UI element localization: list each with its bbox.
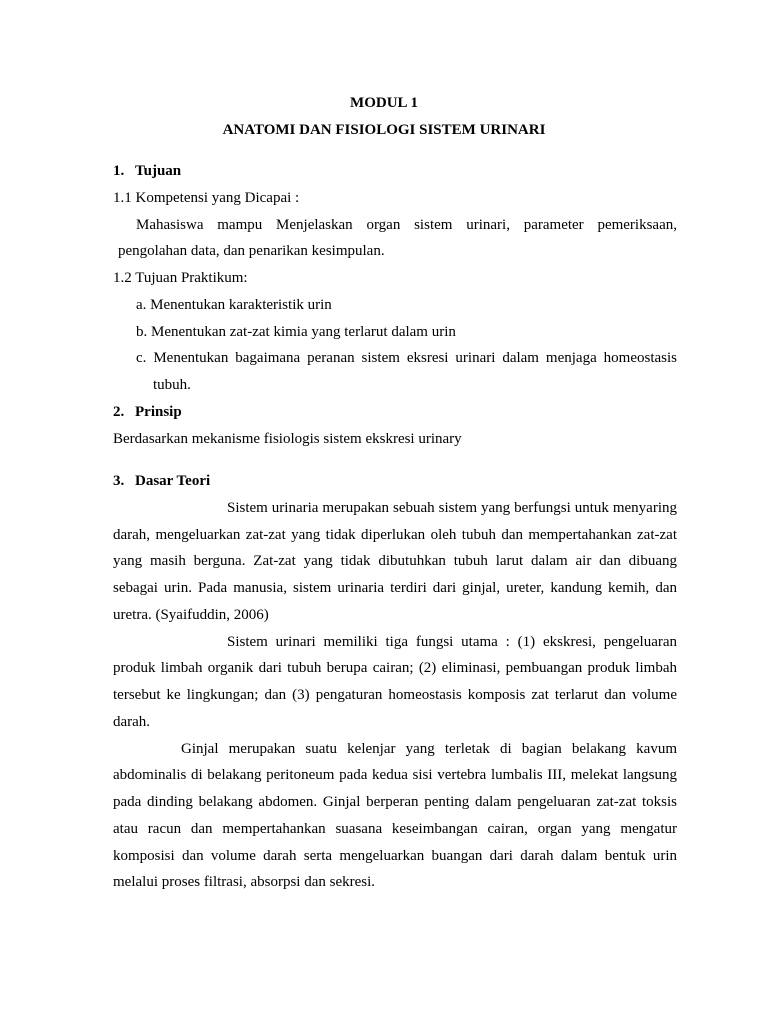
paragraph-line: komposisi dan volume darah serta mengeluarkan buangan dari darah dalam bentuk urin bbox=[113, 848, 677, 864]
paragraph-line: tersebut ke lingkungan; dan (3) pengaturan homeostasis komposis zat terlarut dan volume bbox=[113, 687, 677, 703]
paragraph-line: darah, mengeluarkan zat-zat yang tidak diperlukan oleh tubuh dan mempertahankan zat-zat bbox=[113, 527, 677, 543]
subsection-1-1: 1.1 Kompetensi yang Dicapai : bbox=[113, 190, 300, 206]
module-title: MODUL 1 bbox=[350, 95, 418, 111]
section-1-heading bbox=[113, 161, 181, 181]
section-number: 2. bbox=[113, 404, 125, 420]
list-item-a: a. Menentukan karakteristik urin bbox=[136, 297, 332, 313]
paragraph-line: darah. bbox=[113, 714, 151, 730]
paragraph-line: pada dinding belakang abdomen. Ginjal berperan penting dalam pengeluaran zat-zat toksis bbox=[113, 794, 677, 810]
list-item-c-continuation: tubuh. bbox=[153, 377, 191, 393]
section-2-heading bbox=[113, 402, 182, 422]
paragraph-line: melalui proses filtrasi, absorpsi dan sekresi. bbox=[113, 874, 376, 890]
competency-text-line: Mahasiswa mampu Menjelaskan organ sistem urinari, parameter pemeriksaan, bbox=[136, 217, 677, 233]
section-3-heading bbox=[113, 471, 210, 491]
list-item-b: b. Menentukan zat-zat kimia yang terlarut dalam urin bbox=[136, 324, 456, 340]
section-number: 1. bbox=[113, 163, 125, 179]
paragraph-line: Sistem urinaria merupakan sebuah sistem yang berfungsi untuk menyaring bbox=[227, 500, 677, 516]
list-item-c: c. Menentukan bagaimana peranan sistem eksresi urinari dalam menjaga homeostasis bbox=[136, 350, 677, 366]
paragraph-line: sebagai urin. Pada manusia, sistem urinaria terdiri dari ginjal, ureter, kandung kemih, dan bbox=[113, 580, 677, 596]
paragraph-line: Ginjal merupakan suatu kelenjar yang terletak di bagian belakang kavum bbox=[181, 741, 677, 757]
subsection-1-2: 1.2 Tujuan Praktikum: bbox=[113, 270, 248, 286]
section-title: Tujuan bbox=[135, 163, 182, 179]
document-title: ANATOMI DAN FISIOLOGI SISTEM URINARI bbox=[222, 122, 546, 138]
paragraph-line: produk limbah organik dari tubuh berupa cairan; (2) eliminasi, pembuangan produk limbah bbox=[113, 660, 677, 676]
paragraph-line: yang masih berguna. Zat-zat yang tidak dibutuhkan tubuh larut dalam air dan dibuang bbox=[113, 553, 677, 569]
paragraph-line: abdominalis di belakang peritoneum pada kedua sisi vertebra lumbalis III, melekat langsung bbox=[113, 767, 677, 783]
section-title: Dasar Teori bbox=[135, 473, 211, 489]
section-number: 3. bbox=[113, 473, 125, 489]
paragraph-line: uretra. (Syaifuddin, 2006) bbox=[113, 607, 269, 623]
competency-text-line: pengolahan data, dan penarikan kesimpulan. bbox=[118, 243, 385, 259]
principle-text: Berdasarkan mekanisme fisiologis sistem ekskresi urinary bbox=[113, 431, 462, 447]
paragraph-line: atau racun dan mempertahankan suasana keseimbangan cairan, organ yang mengatur bbox=[113, 821, 677, 837]
paragraph-line: Sistem urinari memiliki tiga fungsi utama : (1) ekskresi, pengeluaran bbox=[227, 634, 677, 650]
section-title: Prinsip bbox=[135, 404, 182, 420]
